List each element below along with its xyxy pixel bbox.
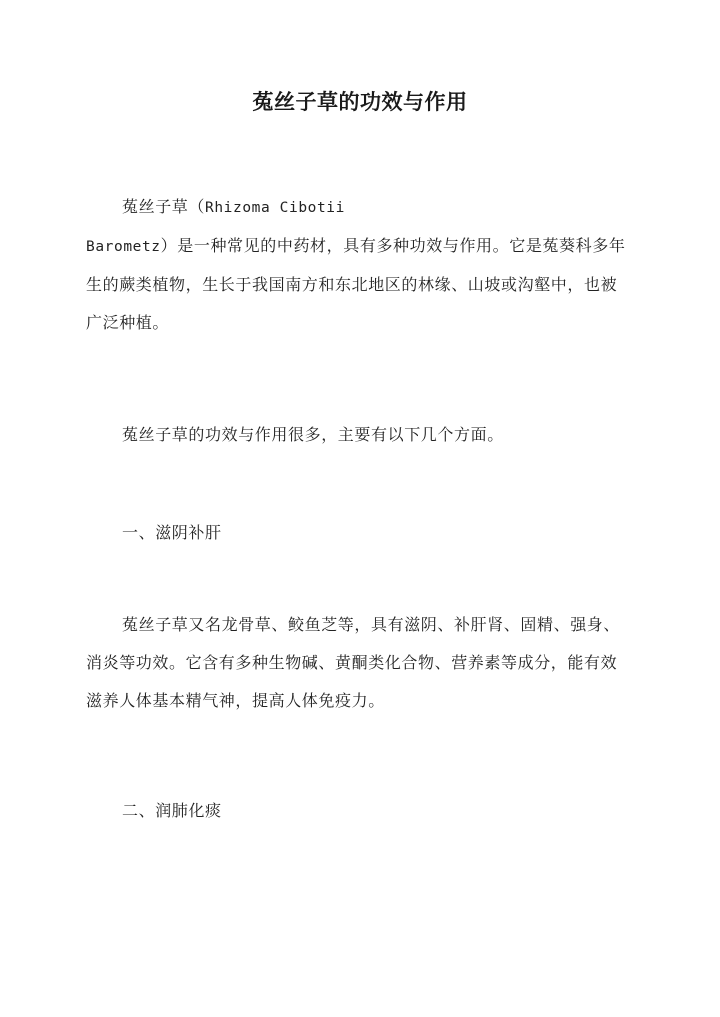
intro-line-3: 生的蕨类植物，生长于我国南方和东北地区的林缘、山坡或沟壑中，也被 xyxy=(86,275,618,294)
intro-line-2-latin: Barometz xyxy=(86,239,161,255)
intro-line-4: 广泛种植。 xyxy=(86,313,170,332)
intro-line-1-latin: Rhizoma Cibotii xyxy=(205,200,345,216)
section-1-line-2: 消炎等功效。它含有多种生物碱、黄酮类化合物、营养素等成分，能有效 xyxy=(86,653,618,672)
section-1-heading: 一、滋阴补肝 xyxy=(122,523,222,542)
section-1-line-3: 滋养人体基本精气神，提高人体免疫力。 xyxy=(86,691,385,710)
section-1-paragraph xyxy=(86,606,634,720)
document-title: 菟丝子草的功效与作用 xyxy=(252,89,468,114)
intro-line-1-cn: 菟丝子草（ xyxy=(122,197,206,216)
summary-paragraph xyxy=(86,416,634,454)
section-1-line-1: 菟丝子草又名龙骨草、鲛鱼芝等，具有滋阴、补肝肾、固精、强身、 xyxy=(122,615,621,634)
section-2-heading: 二、润肺化痰 xyxy=(122,801,222,820)
intro-line-2-cn: ）是一种常见的中药材，具有多种功效与作用。它是菟葵科多年 xyxy=(160,236,626,255)
intro-paragraph xyxy=(86,188,634,342)
summary-line: 菟丝子草的功效与作用很多，主要有以下几个方面。 xyxy=(122,425,504,444)
intro-line-2 xyxy=(86,227,634,266)
intro-line-1 xyxy=(86,188,634,227)
